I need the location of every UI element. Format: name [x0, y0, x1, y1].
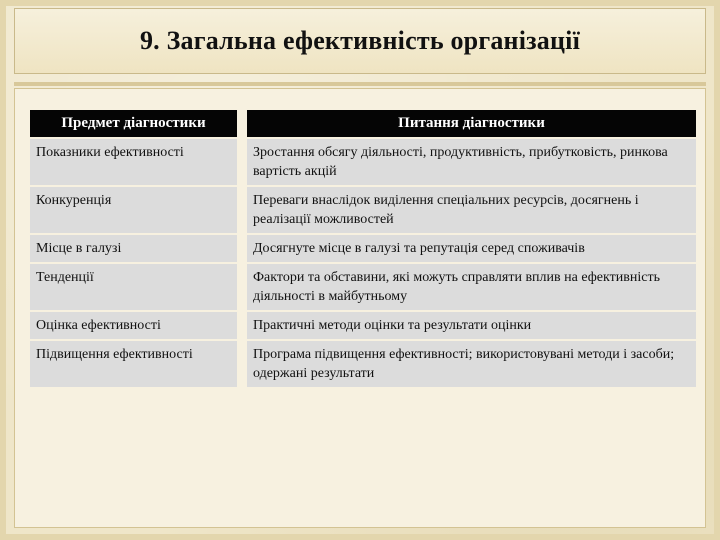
table-row — [30, 187, 696, 233]
cell-subject: Тенденції — [30, 264, 247, 310]
cell-question: Досягнуте місце в галузі та репутація серед споживачів — [247, 235, 696, 262]
table-row — [30, 139, 696, 185]
cell-question: Практичні методи оцінки та результати оцінки — [247, 312, 696, 339]
table-row — [30, 341, 696, 387]
header-question: Питання діагностики — [247, 110, 696, 137]
table-header-row — [30, 110, 696, 137]
table-row — [30, 235, 696, 262]
cell-question: Програма підвищення ефективності; використовувані методи і засоби; одержані результати — [247, 341, 696, 387]
header-subject: Предмет діагностики — [30, 110, 247, 137]
slide-title: 9. Загальна ефективність організації — [139, 26, 581, 55]
cell-question: Фактори та обставини, які можуть справляти вплив на ефективність діяльності в майбутньому — [247, 264, 696, 310]
cell-subject: Місце в галузі — [30, 235, 247, 262]
cell-subject: Конкуренція — [30, 187, 247, 233]
cell-question: Переваги внаслідок виділення спеціальних ресурсів, досягнень і реалізації можливостей — [247, 187, 696, 233]
title-band — [14, 8, 706, 74]
diagnostics-table — [30, 108, 696, 389]
cell-subject: Показники ефективності — [30, 139, 247, 185]
cell-subject: Підвищення ефективності — [30, 341, 247, 387]
table-row — [30, 264, 696, 310]
title-divider — [14, 82, 706, 86]
cell-question: Зростання обсягу діяльності, продуктивність, прибутковість, ринкова вартість акцій — [247, 139, 696, 185]
cell-subject: Оцінка ефективності — [30, 312, 247, 339]
table-row — [30, 312, 696, 339]
